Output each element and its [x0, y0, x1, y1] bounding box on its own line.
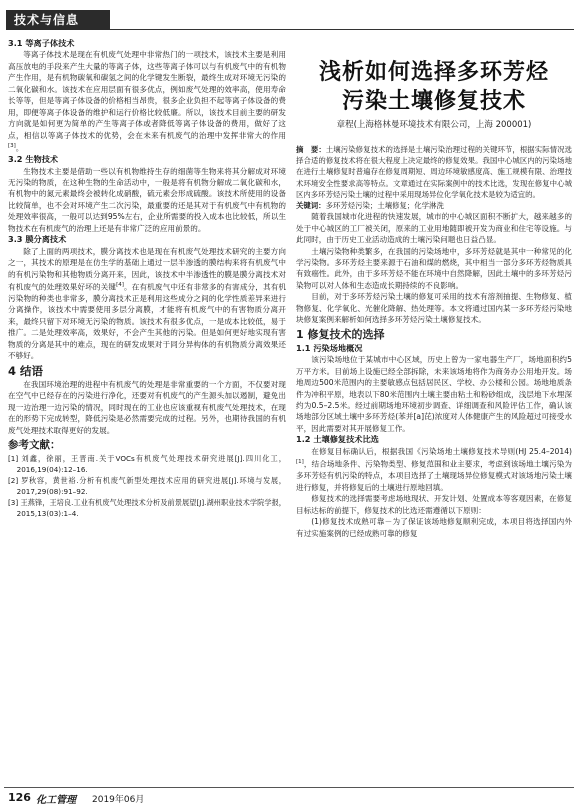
author-line: 章程(上海格林曼环境技术有限公司，上海 200001) [336, 120, 532, 130]
section-tag: 技术与信息 [6, 10, 110, 30]
references-title: 参考文献： [8, 439, 61, 452]
header-rule [110, 29, 574, 30]
heading-4-conclusion: 4 结语 [8, 363, 44, 378]
reference-item: [3] 王燕锋，王培良.工业有机废气处理技术分析及前景展望[J].湖州职业技术学院学报，2015,13(03):1–4. [8, 498, 286, 519]
page-header [0, 0, 578, 34]
reference-list [8, 453, 286, 519]
reference-item: [1] 刘鑫，徐丽，王晋南.关于VOCs有机废气处理技术研究进展[J].四川化工，2016,19(04):12–16. [8, 454, 286, 475]
right-column [296, 140, 572, 539]
citation-4: [4] [116, 282, 124, 289]
abstract: 摘 要：土壤污染修复技术的选择是土壤污染治理过程的关键环节，根据实际情况选择合适的修复技术将在很大程度上决定最终的修复效果。我国中心城区内的污染场地在进行土壤修复时普遍存在修复周期短、周边环境敏感度高、施工规模有限、治理技术环境安全性要求高等特点。文章通过在实际案例中的技术比选，发现在修复中心城区内多环芳烃污染土壤的过程中采用现场异位化学氧化技术是较为适宜的。 [296, 145, 572, 199]
reference-item: [2] 罗秋容，黄世裕.分析有机废气新型处理技术应用的研究进展[J].环境与发展，2017,29(08):91–92. [8, 476, 286, 497]
title-line-1: 浅析如何选择多环芳烃 [318, 60, 549, 85]
page-number: 126 [8, 791, 31, 804]
paragraph-plasma: 等离子体技术是现在有机废气处理中非常热门的一项技术，该技术主要是利用高压放电的手段来产生大量的等离子体，这些等离子体可以与有机废气中的有机物产生作用，是有机物碳氧和碳氢之间的化学键发生断裂，最终生成对环境无污染的二氧化碳和水。该技术在应用层面有很多优点，例如废气处理的效率高，使用寿命长等等，但是等离子体设备的价格相当昂贵，很多企业负担不起等离子体设备的费用，即便等离子体设备的维护和运行价格比较低廉。所以，该技术目前主要的研发方向就是如何更为简单的产生等离子体或者降低等离子体设备的费用，做好了这点，相信以等离子体技术的优势，会在未来有机废气的治理中发挥非常大的作用[3]。 [8, 50, 286, 153]
paragraph-tech-selection-3: (1)修复技术成熟可靠－为了保证该场地修复顺利完成，本项目将选择国内外有过实施案例的已经成熟可靠的修复 [296, 517, 572, 538]
paragraph-tech-selection-2: 修复技术的选择需要考虑场地现状、开发计划、处置成本等客观因素，在修复目标达标的前提下，修复技术的比选还需遵循以下原则： [296, 494, 572, 515]
paragraph-membrane: 除了上面的两项技术，膜分离技术也是现在有机废气处理技术研究的主要方向之一，其技术的原理是在仿生学的基础上通过一层半渗透的膜结构来将有机废气中的有机污染物和其他物质分离开来，因此，该技术中半渗透性的膜是膜分离技术对有机废气的处理效果好坏的关键[4]。在有机废气中还有非常多的有害成分，其有机污染物的种类也非常多，膜分离技术正是利用这些成分之间的化学性质差异来进行分离操作，该技术中需要使用多层分离膜，才能将有机废气中的有害物质分离开来，最终只留下对环境无污染的物质。该技术有很多优点，一是成本比较低，易于推广。二是处理效率高，效果好，不会产生其他的污染。但是如何更好地实现有害物质的分离是其中的难点，现在的研发成果对于同分异构体的有机物质分离效果还不够好。 [8, 246, 287, 361]
heading-1: 1 修复技术的选择 [296, 327, 385, 341]
heading-3-3: 3.3 膜分离技术 [8, 234, 67, 245]
heading-1-2: 1.2 土壤修复技术比选 [296, 434, 379, 445]
paragraph-intro-1: 随着我国城市化进程的快速发展，城市的中心城区面积不断扩大，越来越多的处于中心城区的工厂被关闭，原来的工业用地随即被开发为商业和住宅等设施。与此同时，由于历史工业活动造成的土壤污染问题也日益凸显。 [296, 212, 572, 245]
keywords-label: 关键词： [296, 201, 326, 211]
title-line-2: 污染土壤修复技术 [341, 89, 526, 114]
page-footer [0, 787, 578, 809]
heading-3-2: 3.2 生物技术 [8, 154, 59, 165]
citation-1: [1] [296, 459, 304, 466]
citation-3: [3] [8, 143, 16, 150]
paragraph-tech-selection-1: 在修复目标确认后，根据我国《污染场地土壤修复技术导则(HJ 25.4–2014)[1]，结合场地条件、污染物类型、修复范围和业主要求，考虑到该场地土壤污染为多环芳烃有机污染的特点，本项目选择了土壤现场异位修复模式对该场地污染土壤进行修复，并将修复后的土壤进行原地回填。 [296, 446, 572, 492]
paragraph-bio: 生物技术主要是借助一些以有机物维持生存的细菌等生物来将其分解成对环境无污染的物质，在这种生物的生命活动中，一般是将有机物分解成二氧化碳和水，有机物中的氮元素最终会被转化成硝酸，硫元素会形成硫酸。该技术所使用的设备比较简单，也不会对环境产生二次污染，最重要的还是其对于有机废气中有机物的处理效率很高，一般可以达到95%左右，企业所需要的投入成本也比较低，所以生物技术在有机废气的治理上还是有非常广泛的应用前景的。 [8, 166, 286, 233]
paragraph-intro-2: 土壤污染物种类繁多，在我国的污染场地中，多环芳烃就是其中一种常见的化学污染物。多环芳烃主要来源于石油和煤的燃烧，其中相当一部分多环芳烃物质具有致癌性。此外，由于多环芳烃不能在环境中自然降解，因此土壤中的多环芳烃污染物可以对人体和生态造成长期持续的不良影响。 [296, 246, 572, 290]
paragraph-site-overview: 该污染场地位于某城市中心区域，历史上曾为一家电器生产厂，场地面积约5万平方米。目前场上设施已经全部拆除，未来该场地将作为商务办公用地开发。场地周边500米范围内的主要敏感点包括居民区、学校、办公楼和公园。场地地质条件为冲积平原，地表以下80米范围内土壤主要由粘土和粉砂组成，浅层地下水埋深约为0.5–2.5米。经过前期场地环境初步调查、详细调查和风险评估工作，确认该场地部分区域土壤中多环芳烃(苯并[a]芘)浓度对人体健康产生的风险超过可接受水平，因此需要对其开展修复工作。 [296, 355, 572, 433]
footer-rule [4, 787, 574, 788]
paragraph-intro-3: 目前，对于多环芳烃污染土壤的修复可采用的技术有溶剂抽提、生物修复、植物修复、化学氧化、光催化降解、热处理等。本文将通过国内某一多环芳烃污染地块修复案例来解析如何选择多环芳烃污染土壤修复技术。 [296, 292, 572, 325]
journal-name: 化工管理 [36, 795, 76, 806]
paragraph-conclusion: 在我国环境治理的进程中有机废气的处理是非常重要的一个方面，不仅要对现在空气中已经存在的污染进行净化，还要对有机废气的产生源头加以遏制，避免出现一边治理一边污染的情况，同时现在的工业也应该重视有机废气处理技术，在现在的形势下完成转型，降低污染是必然需要完成的过程。另外，也期待我国的有机废气处理技术取得更好的发展。 [8, 379, 286, 435]
heading-3-1: 3.1 等离子体技术 [8, 38, 75, 48]
left-column [8, 38, 286, 519]
abstract-label: 摘 要： [296, 145, 326, 154]
issue-date: 2019年06月 [92, 795, 145, 805]
keywords: 关键词：多环芳烃污染；土壤修复；化学淋洗 [296, 201, 444, 211]
article-title [296, 58, 572, 116]
heading-1-1: 1.1 污染场地概况 [296, 342, 363, 353]
